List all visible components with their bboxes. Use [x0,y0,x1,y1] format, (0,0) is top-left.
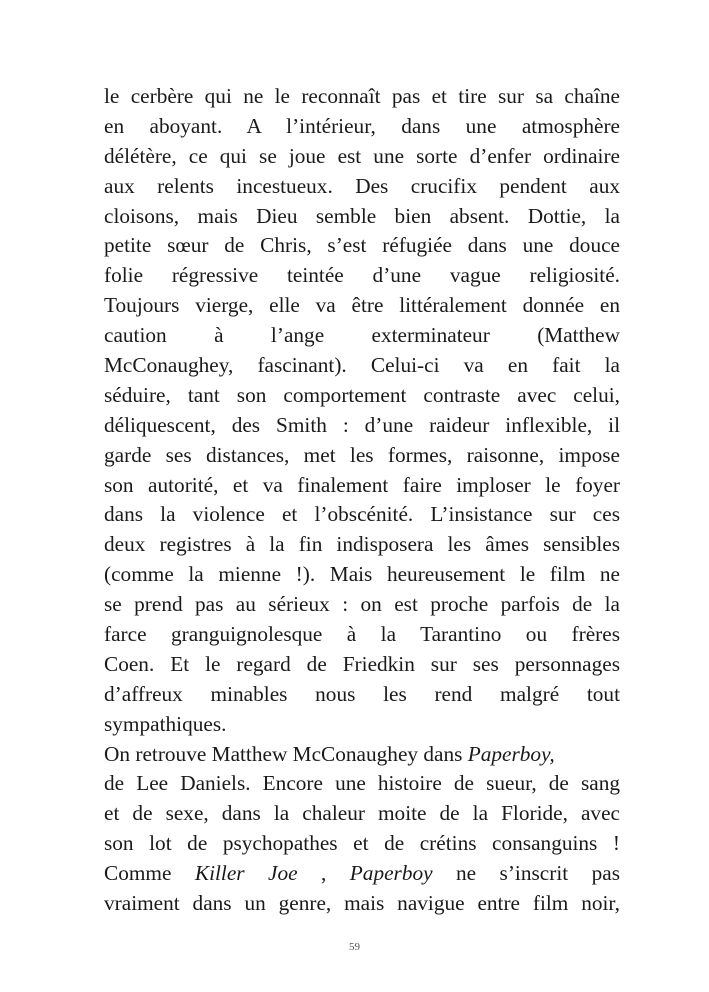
text-line [104,112,620,142]
text-line [104,381,620,411]
text-segment: son lot de psychopathes et de crétins consanguins ! [104,831,620,856]
text-line [104,889,620,919]
body-text [104,82,620,919]
page-number: 59 [349,941,360,953]
text-line [104,530,620,560]
text-segment: Comme [104,861,195,886]
text-segment: farce granguignolesque à la Tarantino ou frères [104,622,620,647]
text-segment: sympathiques. [104,711,227,736]
text-segment: aux relents incestueux. Des crucifix pendent aux [104,173,620,198]
text-segment: Coen. Et le regard de Friedkin sur ses personnages [104,651,620,676]
text-line [104,590,620,620]
text-line [104,620,620,650]
text-line [104,471,620,501]
text-line [104,321,620,351]
text-line [104,769,620,799]
text-segment: vraiment dans un genre, mais navigue entre film noir, [104,891,620,916]
text-line [104,172,620,202]
text-segment: folie régressive teintée d’une vague religiosité. [104,263,620,288]
text-line [104,411,620,441]
text-line [104,710,620,740]
text-segment: Toujours vierge, elle va être littéralement donnée en [104,293,620,318]
text-segment: son autorité, et va finalement faire imploser le foyer [104,472,620,497]
text-line [104,560,620,590]
text-line [104,142,620,172]
text-segment: ne s’inscrit pas [432,861,620,886]
text-segment: petite sœur de Chris, s’est réfugiée dans une douce [104,233,620,258]
text-segment: garde ses distances, met les formes, raisonne, impose [104,442,620,467]
text-segment: le cerbère qui ne le reconnaît pas et tire sur sa chaîne [104,84,620,108]
text-segment: cloisons, mais Dieu semble bien absent. Dottie, la [104,203,620,228]
text-line [104,799,620,829]
text-segment: séduire, tant son comportement contraste avec celui, [104,382,620,407]
text-line [104,859,620,889]
text-segment: McConaughey, fascinant). Celui-ci va en fait la [104,353,620,378]
text-line [104,351,620,381]
text-line [104,231,620,261]
text-line [104,500,620,530]
text-line [104,261,620,291]
text-segment: délétère, ce qui se joue est une sorte d’enfer ordinaire [104,143,620,168]
text-segment: deux registres à la fin indisposera les âmes sensibles [104,532,620,557]
text-segment: et de sexe, dans la chaleur moite de la Floride, avec [104,801,620,826]
italic-title: Paperboy [349,861,433,886]
text-segment: caution à l’ange exterminateur (Matthew [104,323,620,348]
text-line [104,829,620,859]
text-segment: , [297,861,350,886]
text-line [104,291,620,321]
text-segment: On retrouve Matthew McConaughey dans [104,741,468,766]
italic-title: Paperboy, [467,741,555,766]
text-segment: déliquescent, des Smith : d’une raideur inflexible, il [104,412,620,437]
text-segment: de Lee Daniels. Encore une histoire de sueur, de sang [104,771,620,796]
text-line [104,650,620,680]
italic-title: Killer Joe [194,861,298,886]
text-line [104,82,620,112]
text-segment: (comme la mienne !). Mais heureusement le film ne [104,562,620,587]
text-line [104,441,620,471]
text-segment: d’affreux minables nous les rend malgré tout [104,681,620,706]
text-segment: en aboyant. A l’intérieur, dans une atmosphère [104,113,620,138]
text-line [104,680,620,710]
text-segment: se prend pas au sérieux : on est proche parfois de la [104,592,620,617]
text-line [104,740,620,770]
text-segment: dans la violence et l’obscénité. L’insistance sur ces [104,502,620,527]
text-line [104,202,620,232]
